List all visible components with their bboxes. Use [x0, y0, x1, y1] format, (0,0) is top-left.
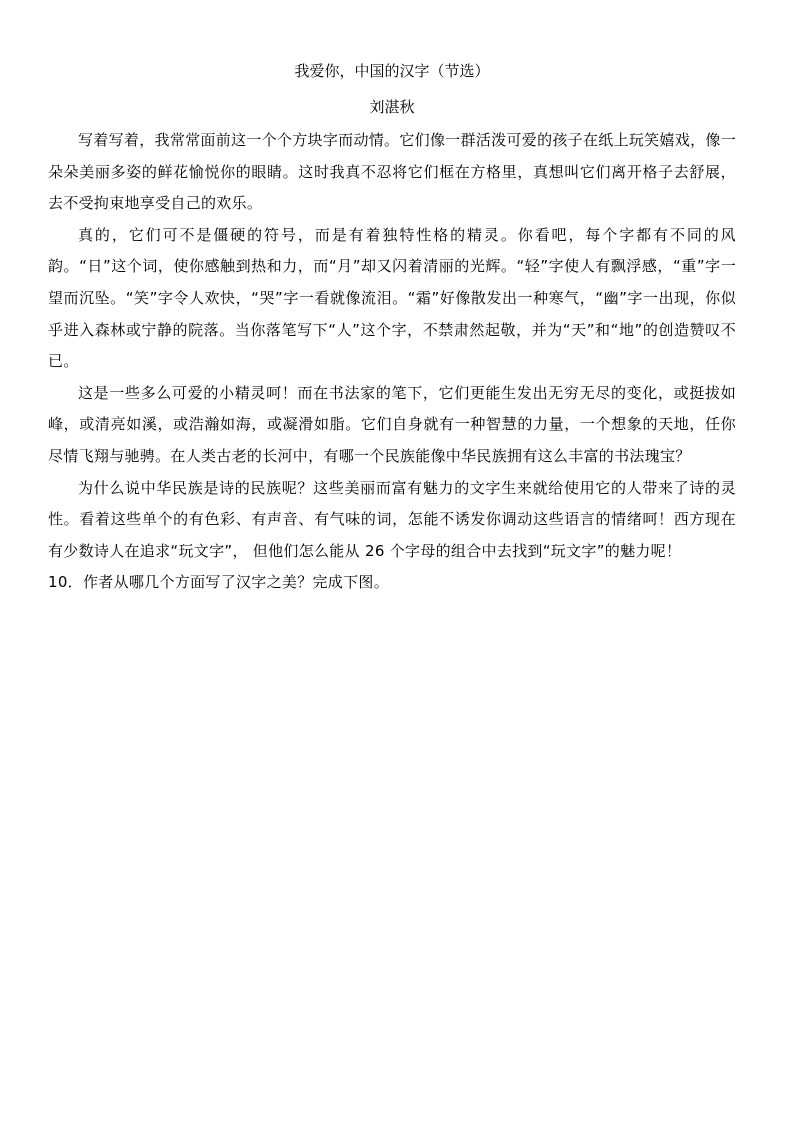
paragraph-1: 写着写着，我常常面前这一个个方块字而动情。它们像一群活泼可爱的孩子在纸上玩笑嬉戏，像一朵朵美丽多姿的鲜花愉悦你的眼睛。这时我真不忍将它们框在方格里，真想叫它们离开格子去舒展，去不受拘束地享受自己的欢乐。 — [48, 131, 736, 213]
article-body — [48, 125, 736, 567]
paragraph-4: 为什么说中华民族是诗的民族呢？这些美丽而富有魅力的文字生来就给使用它的人带来了诗的灵性。看着这些单个的有色彩、有声音、有气味的词，怎能不诱发你调动这些语言的情绪呵！西方现在有少数诗人在追求“玩文字”， 但他们怎么能从 26 个字母的组合中去找到“玩文字”的魅力呢！ — [48, 478, 736, 560]
document-title: 我爱你，中国的汉字（节选） — [294, 62, 490, 80]
question-10: 10．作者从哪几个方面写了汉字之美？完成下图。 — [48, 573, 389, 592]
paragraph-3: 这是一些多么可爱的小精灵呵！而在书法家的笔下，它们更能生发出无穷无尽的变化，或挺拔如峰，或清亮如溪，或浩瀚如海，或凝滑如脂。它们自身就有一种智慧的力量，一个想象的天地，任你尽情飞翔与驰骋。在人类古老的长河中，有哪一个民族能像中华民族拥有这么丰富的书法瑰宝？ — [48, 383, 736, 465]
document-author: 刘湛秋 — [369, 98, 415, 116]
paragraph-2: 真的，它们可不是僵硬的符号，而是有着独特性格的精灵。你看吧，每个字都有不同的风韵。“日”这个词，使你感触到热和力，而“月”却又闪着清丽的光辉。“轻”字使人有飘浮感，“重”字一望而沉坠。“笑”字令人欢快，“哭”字一看就像流泪。“霜”好像散发出一种寒气，“幽”字一出现，你似乎进入森林或宁静的院落。当你落笔写下“人”这个字，不禁肃然起敬，并为“天”和“地”的创造赞叹不已。 — [48, 225, 736, 371]
